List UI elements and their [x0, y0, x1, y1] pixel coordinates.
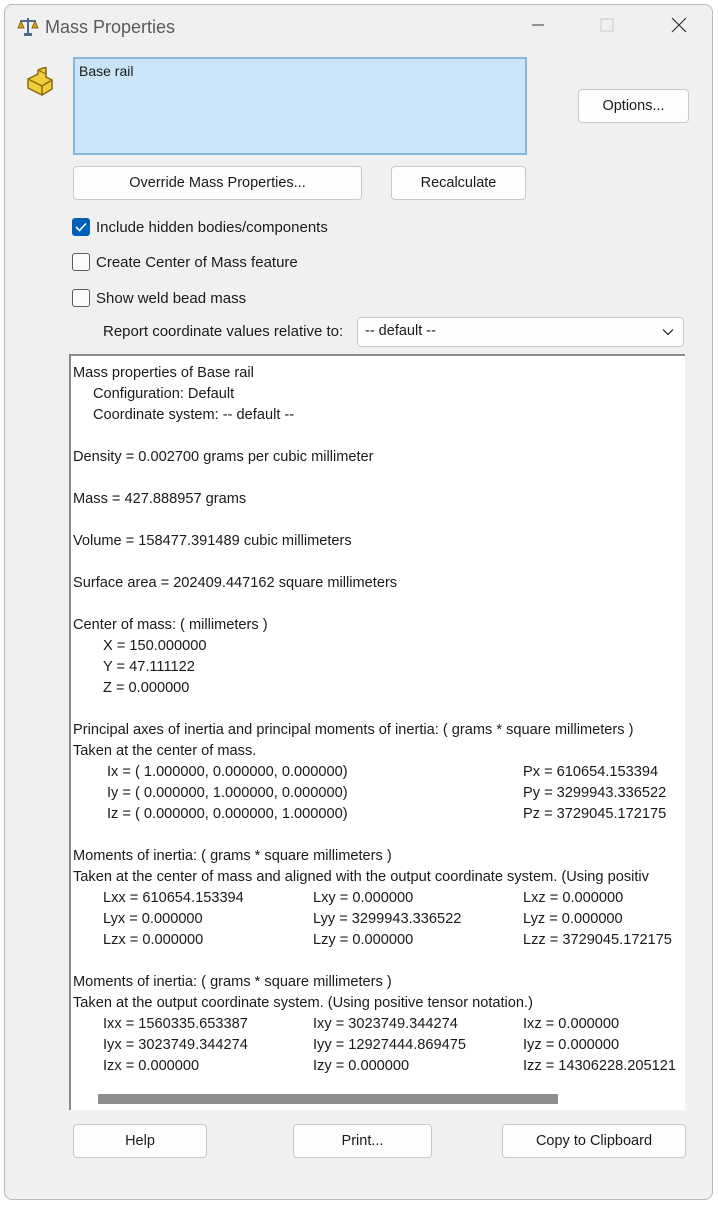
recalculate-button[interactable]: Recalculate [391, 166, 526, 200]
principal-axes-title: Principal axes of inertia and principal moments of inertia: ( grams * square millimeters ) [73, 722, 634, 738]
close-icon [671, 17, 687, 38]
moment-ixy: Ixy = 3023749.344274 [313, 1016, 458, 1032]
principal-axis-iz: Iz = ( 0.000000, 0.000000, 1.000000) [107, 806, 348, 822]
center-of-mass-checkbox[interactable] [72, 253, 90, 271]
moment-iyy: Iyy = 12927444.869475 [313, 1037, 466, 1053]
copy-to-clipboard-button[interactable]: Copy to Clipboard [502, 1124, 686, 1158]
weld-bead-checkbox[interactable] [72, 289, 90, 307]
include-hidden-label: Include hidden bodies/components [96, 218, 328, 236]
coordinate-system-line: Coordinate system: -- default -- [93, 407, 295, 423]
principal-axis-iy: Iy = ( 0.000000, 1.000000, 0.000000) [107, 785, 348, 801]
moments-output-subtitle: Taken at the output coordinate system. (Using positive tensor notation.) [73, 995, 533, 1011]
include-hidden-checkbox-row[interactable] [72, 216, 328, 238]
moments-com-title: Moments of inertia: ( grams * square millimeters ) [73, 848, 392, 864]
mass-properties-window [4, 4, 713, 1200]
moment-lzy: Lzy = 0.000000 [313, 932, 414, 948]
moment-lyz: Lyz = 0.000000 [523, 911, 623, 927]
checkmark-icon [75, 219, 87, 236]
moment-iyz: Iyz = 0.000000 [523, 1037, 620, 1053]
help-button[interactable]: Help [73, 1124, 207, 1158]
principal-axis-ix: Ix = ( 1.000000, 0.000000, 0.000000) [107, 764, 348, 780]
moment-ixz: Ixz = 0.000000 [523, 1016, 620, 1032]
coordinate-system-label: Report coordinate values relative to: [103, 323, 344, 340]
moment-izx: Izx = 0.000000 [103, 1058, 200, 1074]
coordinate-system-value: -- default -- [365, 323, 436, 339]
moment-lzx: Lzx = 0.000000 [103, 932, 204, 948]
principal-moment-pz: Pz = 3729045.172175 [523, 806, 667, 822]
moment-iyx: Iyx = 3023749.344274 [103, 1037, 248, 1053]
minimize-icon [531, 18, 545, 37]
print-button[interactable]: Print... [293, 1124, 432, 1158]
configuration-line: Configuration: Default [93, 386, 235, 402]
moment-lxy: Lxy = 0.000000 [313, 890, 414, 906]
moment-ixx: Ixx = 1560335.653387 [103, 1016, 248, 1032]
part-icon [25, 67, 55, 97]
weld-bead-checkbox-row[interactable] [72, 287, 246, 309]
scale-icon [17, 15, 39, 37]
surface-area-line: Surface area = 202409.447162 square millimeters [73, 575, 398, 591]
override-mass-properties-button[interactable]: Override Mass Properties... [73, 166, 362, 200]
center-of-mass-y: Y = 47.111122 [103, 659, 195, 675]
maximize-icon [600, 18, 614, 37]
close-button[interactable] [659, 13, 699, 41]
center-of-mass-checkbox-row[interactable] [72, 251, 298, 273]
volume-line: Volume = 158477.391489 cubic millimeters [73, 533, 352, 549]
principal-axes-subtitle: Taken at the center of mass. [73, 743, 257, 759]
moment-izz: Izz = 14306228.205121 [523, 1058, 676, 1074]
weld-bead-label: Show weld bead mass [96, 289, 247, 307]
moment-izy: Izy = 0.000000 [313, 1058, 410, 1074]
center-of-mass-title: Center of mass: ( millimeters ) [73, 617, 268, 633]
include-hidden-checkbox[interactable] [72, 218, 90, 236]
moment-lyx: Lyx = 0.000000 [103, 911, 203, 927]
moments-output-title: Moments of inertia: ( grams * square millimeters ) [73, 974, 392, 990]
moment-lyy: Lyy = 3299943.336522 [313, 911, 462, 927]
title-bar[interactable] [5, 5, 712, 49]
mass-properties-results[interactable] [69, 354, 685, 1110]
options-button[interactable]: Options... [578, 89, 689, 123]
coordinate-system-select[interactable] [357, 317, 684, 347]
principal-moment-py: Py = 3299943.336522 [523, 785, 667, 801]
selection-list[interactable] [73, 57, 527, 155]
moment-lzz: Lzz = 3729045.172175 [523, 932, 672, 948]
results-title: Mass properties of Base rail [73, 365, 254, 381]
mass-line: Mass = 427.888957 grams [73, 491, 247, 507]
center-of-mass-z: Z = 0.000000 [103, 680, 190, 696]
center-of-mass-label: Create Center of Mass feature [96, 253, 298, 271]
maximize-button [587, 13, 627, 41]
horizontal-scrollbar-thumb[interactable] [98, 1094, 558, 1104]
selection-item[interactable]: Base rail [79, 63, 134, 79]
center-of-mass-x: X = 150.000000 [103, 638, 207, 654]
moments-com-subtitle: Taken at the center of mass and aligned with the output coordinate system. (Using positiv [73, 869, 649, 885]
window-title: Mass Properties [45, 17, 176, 37]
principal-moment-px: Px = 610654.153394 [523, 764, 659, 780]
minimize-button[interactable] [518, 13, 558, 41]
chevron-down-icon [661, 325, 675, 344]
moment-lxz: Lxz = 0.000000 [523, 890, 624, 906]
density-line: Density = 0.002700 grams per cubic millimeter [73, 449, 374, 465]
moment-lxx: Lxx = 610654.153394 [103, 890, 244, 906]
